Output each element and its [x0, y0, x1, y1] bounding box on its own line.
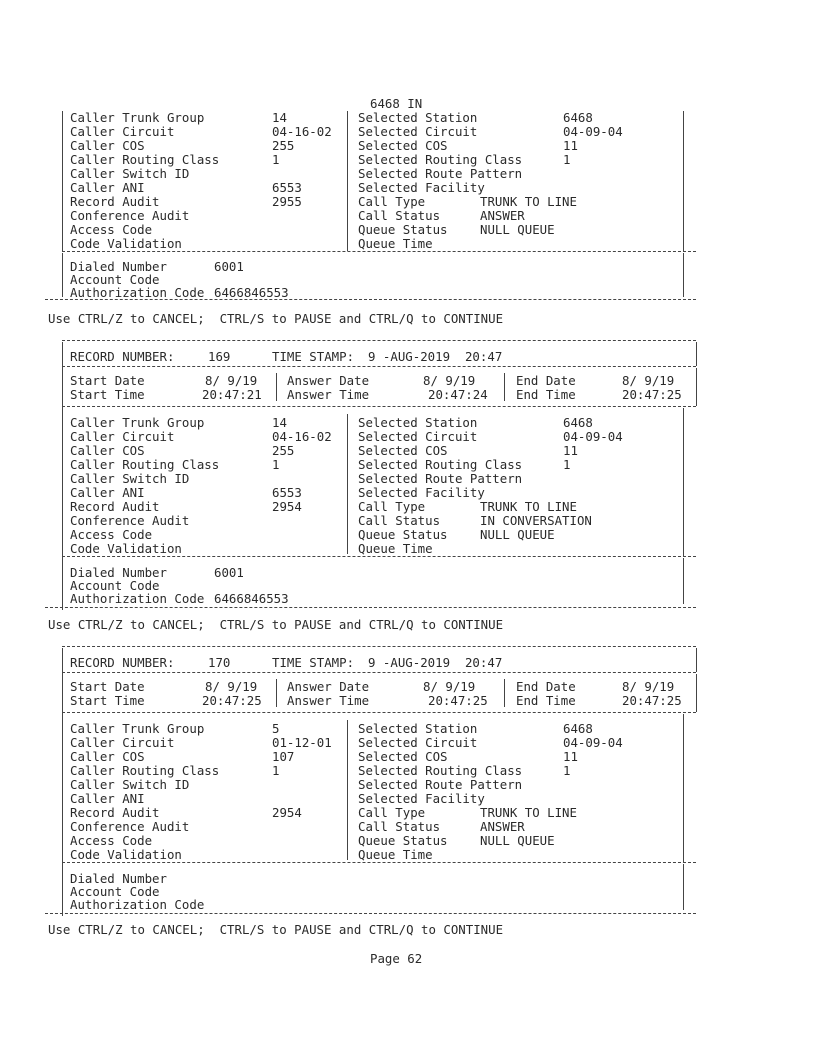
- caller-value: 2954: [272, 805, 302, 820]
- selected-label: Selected Station: [358, 721, 478, 736]
- end-date: 8/ 9/19: [622, 373, 675, 388]
- top-left-border: [62, 111, 63, 251]
- selected-value: ANSWER: [480, 819, 525, 834]
- caller-value: 14: [272, 415, 287, 430]
- timestamp: 9 -AUG-2019 20:47: [368, 655, 503, 670]
- selected-label: Selected Circuit: [358, 735, 478, 750]
- dialed-number-value: 6001: [214, 259, 244, 274]
- start-time-label: Start Time: [70, 387, 145, 402]
- caller-label: Record Audit: [70, 805, 160, 820]
- selected-value: 11: [563, 443, 578, 458]
- authorization-code-value: 6466846553: [214, 285, 289, 300]
- r170-times-right-border: [696, 674, 697, 712]
- caller-label: Caller ANI: [70, 485, 145, 500]
- end-time: 20:47:25: [622, 387, 682, 402]
- end-date: 8/ 9/19: [622, 679, 675, 694]
- caller-label: Code Validation: [70, 541, 182, 556]
- selected-value: 11: [563, 138, 578, 153]
- caller-value: 6553: [272, 485, 302, 500]
- caller-value: 2954: [272, 499, 302, 514]
- dialed-number-label: Dialed Number: [70, 565, 167, 580]
- selected-label: Selected Station: [358, 110, 478, 125]
- answer-time-label: Answer Time: [287, 387, 370, 402]
- divider: [62, 340, 696, 341]
- selected-value: 11: [563, 749, 578, 764]
- selected-label: Selected Facility: [358, 485, 485, 500]
- account-code-label: Account Code: [70, 272, 160, 287]
- caller-value: 255: [272, 443, 295, 458]
- selected-label: Selected Route Pattern: [358, 777, 523, 792]
- selected-value: 6468: [563, 721, 593, 736]
- top-column-separator: [347, 111, 348, 251]
- caller-value: 1: [272, 763, 280, 778]
- selected-label: Call Type: [358, 805, 426, 820]
- answer-time: 20:47:24: [428, 387, 488, 402]
- start-date: 8/ 9/19: [205, 373, 258, 388]
- selected-value: 1: [563, 457, 571, 472]
- divider: [62, 862, 696, 863]
- divider: [45, 299, 696, 300]
- r169-column-separator: [347, 414, 348, 554]
- selected-label: Selected Facility: [358, 180, 485, 195]
- end-time-label: End Time: [516, 693, 576, 708]
- timestamp: 9 -AUG-2019 20:47: [368, 349, 503, 364]
- divider: [62, 646, 696, 647]
- start-time: 20:47:25: [202, 693, 262, 708]
- divider: [62, 672, 696, 673]
- caller-value: 6553: [272, 180, 302, 195]
- answer-date: 8/ 9/19: [423, 373, 476, 388]
- times-separator: [276, 679, 277, 707]
- r170-column-separator: [347, 720, 348, 860]
- caller-label: Access Code: [70, 222, 153, 237]
- authorization-code-label: Authorization Code: [70, 591, 205, 606]
- caller-value: 107: [272, 749, 295, 764]
- account-code-label: Account Code: [70, 578, 160, 593]
- r170-dial-right-border: [683, 864, 684, 910]
- selected-value: 04-09-04: [563, 735, 623, 750]
- selected-value: TRUNK TO LINE: [480, 194, 577, 209]
- times-separator: [504, 373, 505, 401]
- caller-value: 01-12-01: [272, 735, 332, 750]
- caller-label: Conference Audit: [70, 208, 190, 223]
- caller-label: Caller Routing Class: [70, 457, 220, 472]
- caller-label: Caller COS: [70, 443, 145, 458]
- caller-label: Caller COS: [70, 138, 145, 153]
- r169-times-right-border: [696, 368, 697, 406]
- caller-label: Caller Switch ID: [70, 166, 190, 181]
- selected-value: 1: [563, 152, 571, 167]
- caller-label: Caller Routing Class: [70, 152, 220, 167]
- r169-body-right-border: [683, 408, 684, 556]
- selected-label: Selected COS: [358, 138, 448, 153]
- top-dial-left-border: [62, 253, 63, 297]
- divider: [62, 251, 696, 252]
- end-time-label: End Time: [516, 387, 576, 402]
- divider: [45, 913, 696, 914]
- answer-time: 20:47:25: [428, 693, 488, 708]
- control-hint: Use CTRL/Z to CANCEL; CTRL/S to PAUSE and CTRL/Q to CONTINUE: [48, 311, 504, 326]
- start-time-label: Start Time: [70, 693, 145, 708]
- r170-body-right-border: [683, 714, 684, 862]
- selected-label: Selected Circuit: [358, 124, 478, 139]
- selected-value: 6468: [563, 415, 593, 430]
- selected-label: Selected COS: [358, 443, 448, 458]
- timestamp-label: TIME STAMP:: [272, 655, 355, 670]
- start-time: 20:47:21: [202, 387, 262, 402]
- selected-label: Queue Status: [358, 833, 448, 848]
- authorization-code-label: Authorization Code: [70, 285, 205, 300]
- answer-date-label: Answer Date: [287, 679, 370, 694]
- selected-label: Call Type: [358, 499, 426, 514]
- selected-label: Call Type: [358, 194, 426, 209]
- r169-right-border: [696, 342, 697, 366]
- selected-value: 6468: [563, 110, 593, 125]
- end-time: 20:47:25: [622, 693, 682, 708]
- r169-dial-right-border: [683, 558, 684, 604]
- caller-label: Record Audit: [70, 499, 160, 514]
- selected-label: Queue Time: [358, 847, 433, 862]
- caller-value: 5: [272, 721, 280, 736]
- caller-value: 1: [272, 152, 280, 167]
- selected-label: Selected COS: [358, 749, 448, 764]
- r170-left-border: [62, 648, 63, 916]
- record-number-label: RECORD NUMBER:: [70, 349, 175, 364]
- selected-value: 04-09-04: [563, 124, 623, 139]
- authorization-code-value: 6466846553: [214, 591, 289, 606]
- caller-label: Code Validation: [70, 236, 182, 251]
- times-separator: [504, 679, 505, 707]
- caller-label: Caller Trunk Group: [70, 110, 205, 125]
- caller-label: Caller ANI: [70, 791, 145, 806]
- selected-label: Queue Time: [358, 541, 433, 556]
- record-number-label: RECORD NUMBER:: [70, 655, 175, 670]
- selected-label: Call Status: [358, 819, 441, 834]
- selected-label: Queue Status: [358, 527, 448, 542]
- selected-value: NULL QUEUE: [480, 222, 555, 237]
- divider: [62, 366, 696, 367]
- caller-value: 04-16-02: [272, 124, 332, 139]
- selected-label: Selected Route Pattern: [358, 166, 523, 181]
- caller-label: Caller Trunk Group: [70, 415, 205, 430]
- timestamp-label: TIME STAMP:: [272, 349, 355, 364]
- selected-label: Selected Facility: [358, 791, 485, 806]
- caller-value: 2955: [272, 194, 302, 209]
- caller-label: Caller Switch ID: [70, 777, 190, 792]
- selected-label: Selected Routing Class: [358, 457, 523, 472]
- top-right-border: [683, 111, 684, 251]
- caller-value: 04-16-02: [272, 429, 332, 444]
- caller-label: Caller Routing Class: [70, 763, 220, 778]
- r169-left-border: [62, 342, 63, 610]
- selected-value: NULL QUEUE: [480, 527, 555, 542]
- caller-value: 1: [272, 457, 280, 472]
- divider: [62, 556, 696, 557]
- control-hint: Use CTRL/Z to CANCEL; CTRL/S to PAUSE and CTRL/Q to CONTINUE: [48, 922, 504, 937]
- selected-value: ANSWER: [480, 208, 525, 223]
- selected-value: NULL QUEUE: [480, 833, 555, 848]
- caller-label: Code Validation: [70, 847, 182, 862]
- authorization-code-label: Authorization Code: [70, 897, 205, 912]
- caller-label: Caller Circuit: [70, 429, 175, 444]
- caller-value: 255: [272, 138, 295, 153]
- record-number: 169: [208, 349, 231, 364]
- divider: [62, 712, 696, 713]
- caller-label: Caller Trunk Group: [70, 721, 205, 736]
- caller-label: Caller Circuit: [70, 735, 175, 750]
- top-dial-right-border: [683, 253, 684, 297]
- selected-value: IN CONVERSATION: [480, 513, 592, 528]
- dialed-number-label: Dialed Number: [70, 871, 167, 886]
- record-number: 170: [208, 655, 231, 670]
- account-code-label: Account Code: [70, 884, 160, 899]
- answer-time-label: Answer Time: [287, 693, 370, 708]
- selected-label: Queue Time: [358, 236, 433, 251]
- selected-value: 1: [563, 763, 571, 778]
- selected-label: Call Status: [358, 513, 441, 528]
- selected-value: 04-09-04: [563, 429, 623, 444]
- selected-label: Selected Circuit: [358, 429, 478, 444]
- caller-value: 14: [272, 110, 287, 125]
- caller-label: Caller ANI: [70, 180, 145, 195]
- start-date: 8/ 9/19: [205, 679, 258, 694]
- top-header: 6468 IN: [370, 96, 423, 111]
- divider: [62, 406, 696, 407]
- selected-label: Selected Routing Class: [358, 763, 523, 778]
- page-number: Page 62: [370, 951, 423, 966]
- selected-label: Queue Status: [358, 222, 448, 237]
- selected-value: TRUNK TO LINE: [480, 499, 577, 514]
- end-date-label: End Date: [516, 679, 576, 694]
- caller-label: Conference Audit: [70, 513, 190, 528]
- answer-date-label: Answer Date: [287, 373, 370, 388]
- caller-label: Record Audit: [70, 194, 160, 209]
- caller-label: Access Code: [70, 527, 153, 542]
- selected-label: Selected Station: [358, 415, 478, 430]
- start-date-label: Start Date: [70, 679, 145, 694]
- control-hint: Use CTRL/Z to CANCEL; CTRL/S to PAUSE and CTRL/Q to CONTINUE: [48, 617, 504, 632]
- dialed-number-value: 6001: [214, 565, 244, 580]
- caller-label: Caller COS: [70, 749, 145, 764]
- selected-label: Call Status: [358, 208, 441, 223]
- caller-label: Caller Switch ID: [70, 471, 190, 486]
- caller-label: Conference Audit: [70, 819, 190, 834]
- times-separator: [276, 373, 277, 401]
- selected-value: TRUNK TO LINE: [480, 805, 577, 820]
- divider: [45, 607, 696, 608]
- start-date-label: Start Date: [70, 373, 145, 388]
- answer-date: 8/ 9/19: [423, 679, 476, 694]
- r170-right-border: [696, 648, 697, 672]
- caller-label: Caller Circuit: [70, 124, 175, 139]
- caller-label: Access Code: [70, 833, 153, 848]
- dialed-number-label: Dialed Number: [70, 259, 167, 274]
- end-date-label: End Date: [516, 373, 576, 388]
- selected-label: Selected Routing Class: [358, 152, 523, 167]
- selected-label: Selected Route Pattern: [358, 471, 523, 486]
